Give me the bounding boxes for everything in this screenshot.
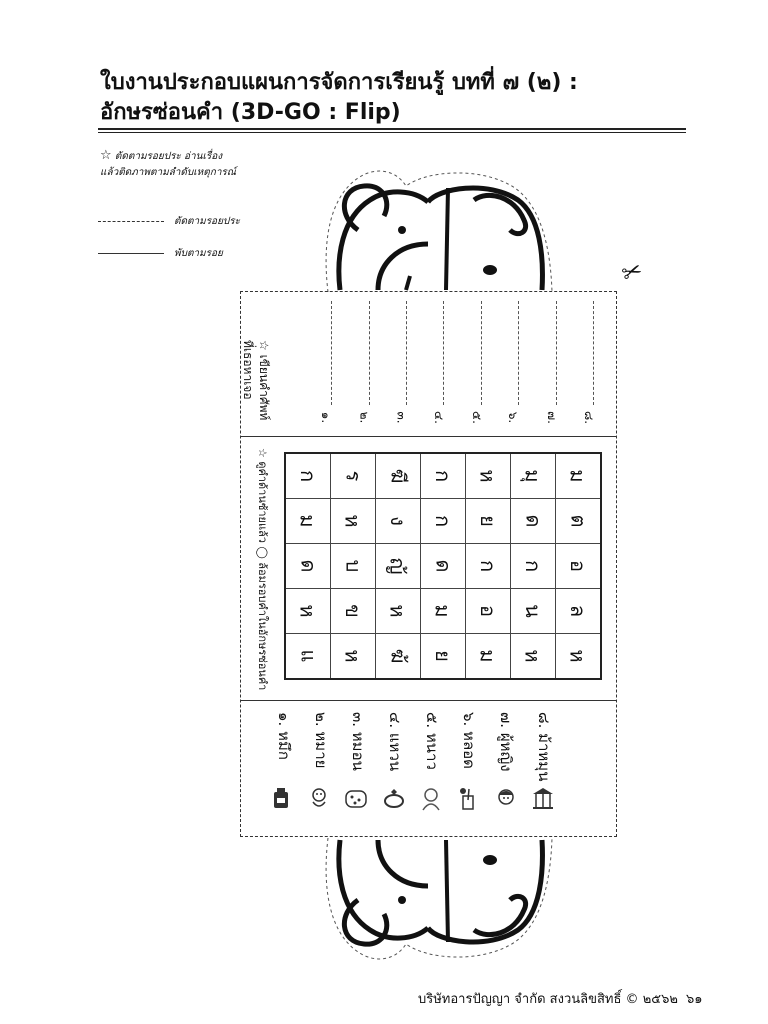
dog-icon (306, 786, 332, 812)
grid-cell[interactable]: ม (285, 499, 331, 544)
write-heading-line-1: ☆ เขียนคำศัพท์ (257, 340, 271, 421)
bear-bottom-illustration (318, 838, 558, 970)
instructions (100, 148, 236, 181)
fold-line-upper (240, 436, 617, 437)
grid-cell[interactable]: ย (466, 499, 511, 544)
grid-cell[interactable]: ห (556, 634, 602, 680)
grid-row (285, 544, 601, 589)
star-icon: ☆ (100, 148, 112, 163)
word-item-1: ๑. หมึก (275, 712, 293, 760)
legend-dashed (98, 214, 240, 229)
grid-cell[interactable]: ย (421, 634, 466, 680)
grid-cell[interactable]: ล (556, 589, 602, 634)
answer-line-8[interactable] (593, 301, 594, 405)
answer-line-1[interactable] (331, 301, 332, 405)
grid-cell[interactable]: ห (331, 499, 376, 544)
answer-line-2[interactable] (369, 301, 370, 405)
grid-cell[interactable]: อ (556, 544, 602, 589)
answer-line-7[interactable] (556, 301, 557, 405)
dashed-line-sample (98, 221, 164, 222)
word-item-3: ๓. หมอน (349, 712, 367, 771)
grid-cell[interactable]: ม (466, 634, 511, 680)
grid-cell[interactable]: ห (285, 589, 331, 634)
solid-line-sample (98, 253, 164, 254)
grid-cell[interactable]: ห (331, 634, 376, 680)
legend-solid-label: พับตามรอย (174, 248, 223, 259)
girl-icon (493, 786, 519, 812)
grid-cell[interactable]: ก (421, 453, 466, 499)
grid-cell[interactable]: บ (331, 544, 376, 589)
answer-number-7: ๗. (544, 411, 559, 424)
grid-cell[interactable]: ด (511, 499, 556, 544)
answer-number-3: ๓. (394, 411, 409, 424)
page-number: ๖๑ (686, 992, 703, 1007)
write-heading (240, 340, 272, 420)
instruction-line-2: แล้วติดภาพตามลำดับเหตุการณ์ (100, 167, 237, 178)
grid-cell[interactable]: ก (511, 544, 556, 589)
answer-number-6: ๖. (506, 411, 521, 424)
fold-line-lower (240, 700, 617, 701)
grid-cell[interactable]: ร (331, 453, 376, 499)
grid-cell[interactable]: ด (421, 544, 466, 589)
word-item-4: ๔. แหวน (386, 712, 404, 772)
answer-number-8: ๘. (582, 410, 597, 425)
legend-dashed-label: ตัดตามรอยประ (174, 216, 241, 227)
title-line-2: อักษรซ่อนคำ (3D-GO : Flip) (100, 100, 401, 125)
grid-cell[interactable]: ข (331, 589, 376, 634)
grid-cell[interactable]: ฆี (376, 453, 421, 499)
answer-number-5: ๕. (469, 411, 484, 424)
title-rule-thin (98, 132, 686, 133)
straw-icon (455, 786, 481, 812)
grid-cell[interactable]: ด (285, 544, 331, 589)
grid-cell[interactable]: ญ้ (376, 544, 421, 589)
grid-cell[interactable]: ก (285, 453, 331, 499)
grid-row (285, 589, 601, 634)
grid-cell[interactable]: ก (466, 544, 511, 589)
grid-cell[interactable]: น (511, 589, 556, 634)
answer-line-4[interactable] (443, 301, 444, 405)
ink-icon (268, 786, 294, 812)
grid-cell[interactable]: ก (421, 499, 466, 544)
answer-line-6[interactable] (518, 301, 519, 405)
grid-cell[interactable]: ต (556, 499, 602, 544)
grid-cell[interactable]: ม (556, 453, 602, 499)
grid-cell[interactable]: ฆ้ (376, 634, 421, 680)
word-item-2: ๒. หมาย (312, 712, 330, 769)
grid-cell[interactable]: ห (376, 589, 421, 634)
ring-icon (381, 786, 407, 812)
grid-cell[interactable]: ม (421, 589, 466, 634)
grid-row (285, 453, 601, 499)
instruction-line-1: ตัดตามรอยประ อ่านเรื่อง (114, 151, 223, 162)
grid-cell[interactable]: ห (466, 453, 511, 499)
grid-cell[interactable]: ง (376, 499, 421, 544)
write-heading-line-2: ที่เธอหาเจอ (241, 340, 255, 400)
grid-row (285, 634, 601, 680)
word-item-6: ๖. หลอด (460, 712, 478, 769)
bear-top-illustration (318, 160, 558, 292)
word-item-5: ๕. หนาว (423, 712, 441, 770)
publisher-credit: บริษัทอารปัญญา จำกัด สงวนลิขสิทธิ์ © ๒๕๖๒ (418, 992, 678, 1007)
title-rule-thick (98, 128, 686, 130)
word-search-grid (284, 452, 602, 680)
answer-number-2: ๒. (357, 411, 372, 424)
grid-row (285, 499, 601, 544)
answer-number-4: ๔. (431, 411, 446, 424)
title-line-1: ใบงานประกอบแผนการจัดการเรียนรู้ บทที่ ๗ (๒) : (100, 70, 578, 95)
answer-line-3[interactable] (406, 301, 407, 405)
pillow-icon (343, 786, 369, 812)
word-item-7: ๗. ผู้หญิง (497, 712, 515, 772)
answer-number-1: ๑. (319, 411, 334, 424)
grid-cell[interactable]: มุ (511, 453, 556, 499)
carousel-icon (530, 786, 556, 812)
page-title (100, 68, 578, 128)
cold-person-icon (418, 786, 444, 812)
answer-line-5[interactable] (481, 301, 482, 405)
grid-cell[interactable]: อ (466, 589, 511, 634)
grid-cell[interactable]: ห (511, 634, 556, 680)
scissors-icon: ✂ (617, 255, 647, 289)
word-item-8: ๘. ม้าหมุน (535, 712, 553, 782)
grid-cell[interactable]: แ (285, 634, 331, 680)
grid-heading: ☆ ดูคำด้านซ้ายแล้ว ◯ ล้อมรอบคำในอักษรซ่อนคำ (256, 448, 269, 691)
legend-solid (98, 246, 223, 261)
